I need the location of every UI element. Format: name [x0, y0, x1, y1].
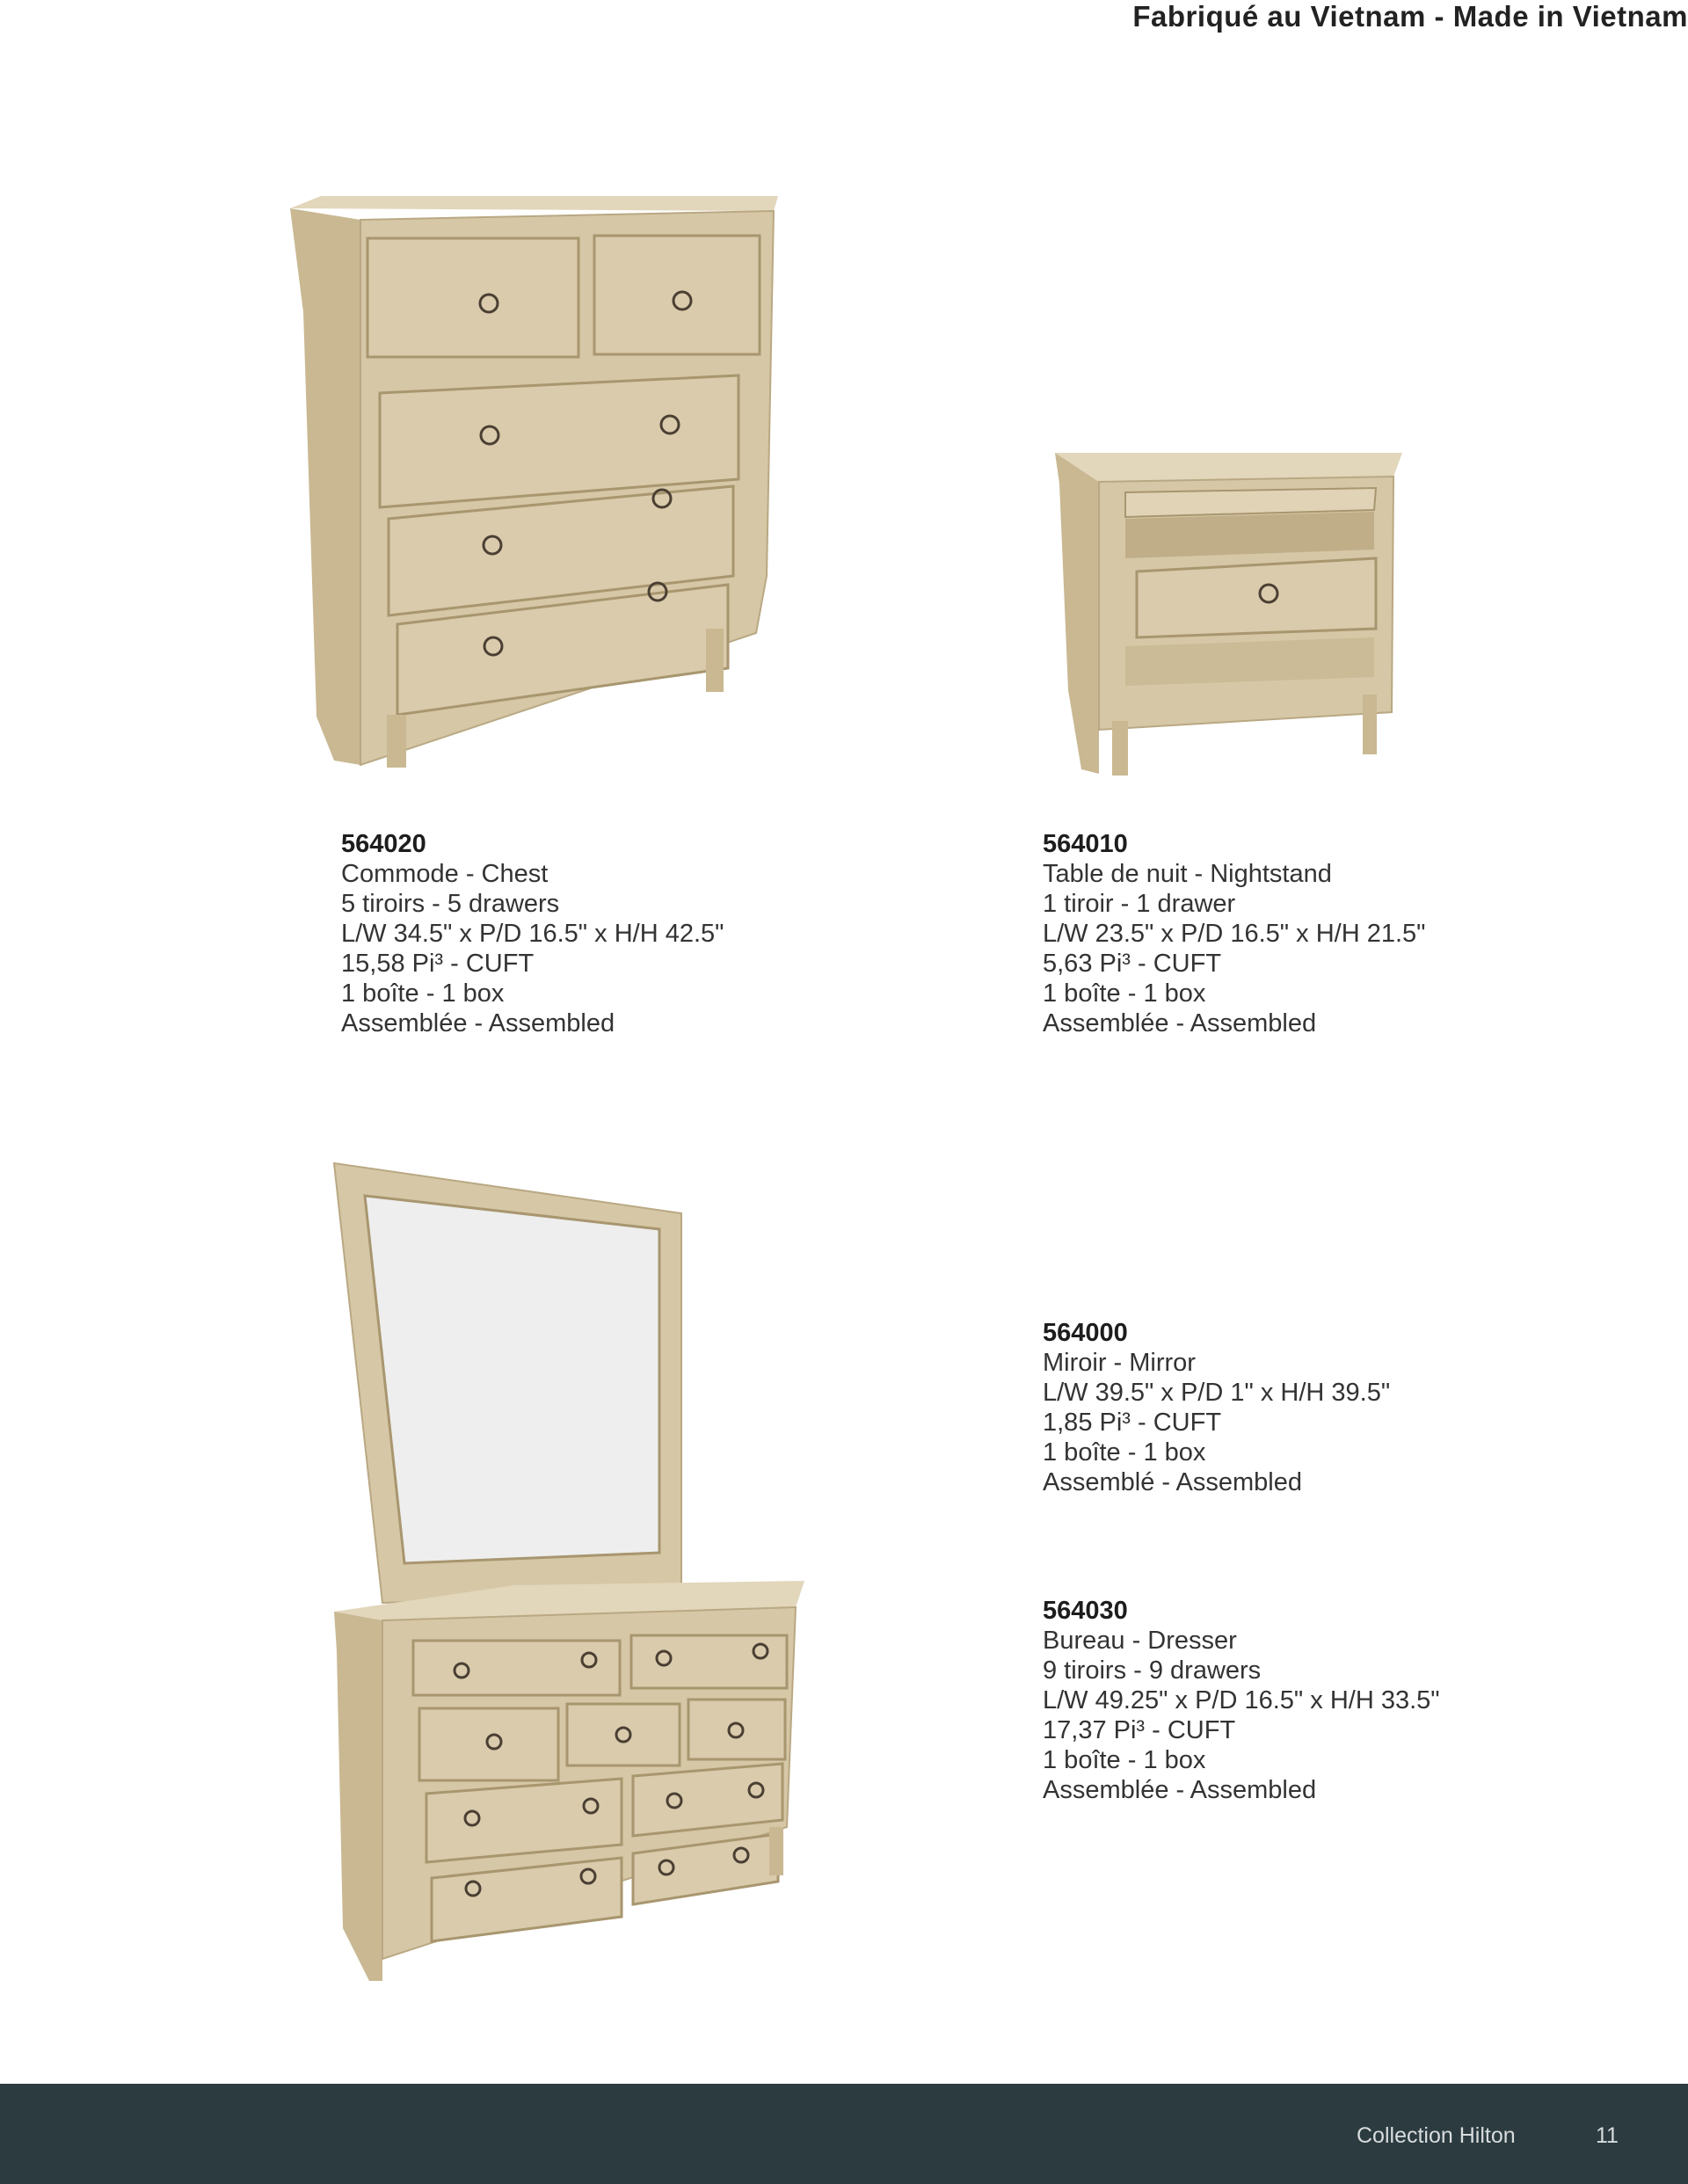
collection-name: Collection Hilton	[1357, 2123, 1516, 2148]
product-boxes: 1 boîte - 1 box	[1043, 979, 1206, 1008]
product-dimensions: L/W 39.5" x P/D 1" x H/H 39.5"	[1043, 1379, 1391, 1407]
product-dimensions: L/W 34.5" x P/D 16.5" x H/H 42.5"	[341, 920, 724, 948]
chest-photo	[281, 189, 791, 774]
product-volume: 15,58 Pi³ - CUFT	[341, 950, 535, 978]
product-dimensions: L/W 23.5" x P/D 16.5" x H/H 21.5"	[1043, 920, 1426, 948]
page-number: 11	[1596, 2123, 1619, 2148]
product-name: Bureau - Dresser	[1043, 1627, 1237, 1655]
nightstand-photo	[1051, 448, 1411, 778]
product-drawers: 5 tiroirs - 5 drawers	[341, 890, 560, 918]
product-assembly: Assemblée - Assembled	[341, 1009, 615, 1037]
origin-note: Fabriqué au Vietnam - Made in Vietnam	[1132, 0, 1688, 33]
product-volume: 17,37 Pi³ - CUFT	[1043, 1716, 1236, 1744]
product-name: Table de nuit - Nightstand	[1043, 860, 1332, 888]
product-code: 564010	[1043, 830, 1128, 858]
product-name: Miroir - Mirror	[1043, 1349, 1196, 1377]
product-volume: 5,63 Pi³ - CUFT	[1043, 950, 1222, 978]
product-boxes: 1 boîte - 1 box	[341, 979, 505, 1008]
page-footer	[0, 2084, 1688, 2184]
product-chest-info	[341, 829, 724, 1038]
mirror-dresser-photo	[330, 1159, 804, 1985]
product-assembly: Assemblé - Assembled	[1043, 1468, 1302, 1496]
product-mirror-info	[1043, 1318, 1390, 1497]
product-drawers: 1 tiroir - 1 drawer	[1043, 890, 1236, 918]
product-boxes: 1 boîte - 1 box	[1043, 1438, 1206, 1467]
product-assembly: Assemblée - Assembled	[1043, 1009, 1317, 1037]
product-assembly: Assemblée - Assembled	[1043, 1776, 1317, 1804]
product-dimensions: L/W 49.25" x P/D 16.5" x H/H 33.5"	[1043, 1686, 1440, 1714]
product-boxes: 1 boîte - 1 box	[1043, 1746, 1206, 1774]
product-name: Commode - Chest	[341, 860, 549, 888]
product-volume: 1,85 Pi³ - CUFT	[1043, 1409, 1222, 1437]
product-code: 564000	[1043, 1319, 1128, 1347]
product-dresser-info	[1043, 1596, 1440, 1805]
product-code: 564030	[1043, 1597, 1128, 1625]
product-drawers: 9 tiroirs - 9 drawers	[1043, 1656, 1262, 1685]
product-nightstand-info	[1043, 829, 1425, 1038]
product-code: 564020	[341, 830, 426, 858]
